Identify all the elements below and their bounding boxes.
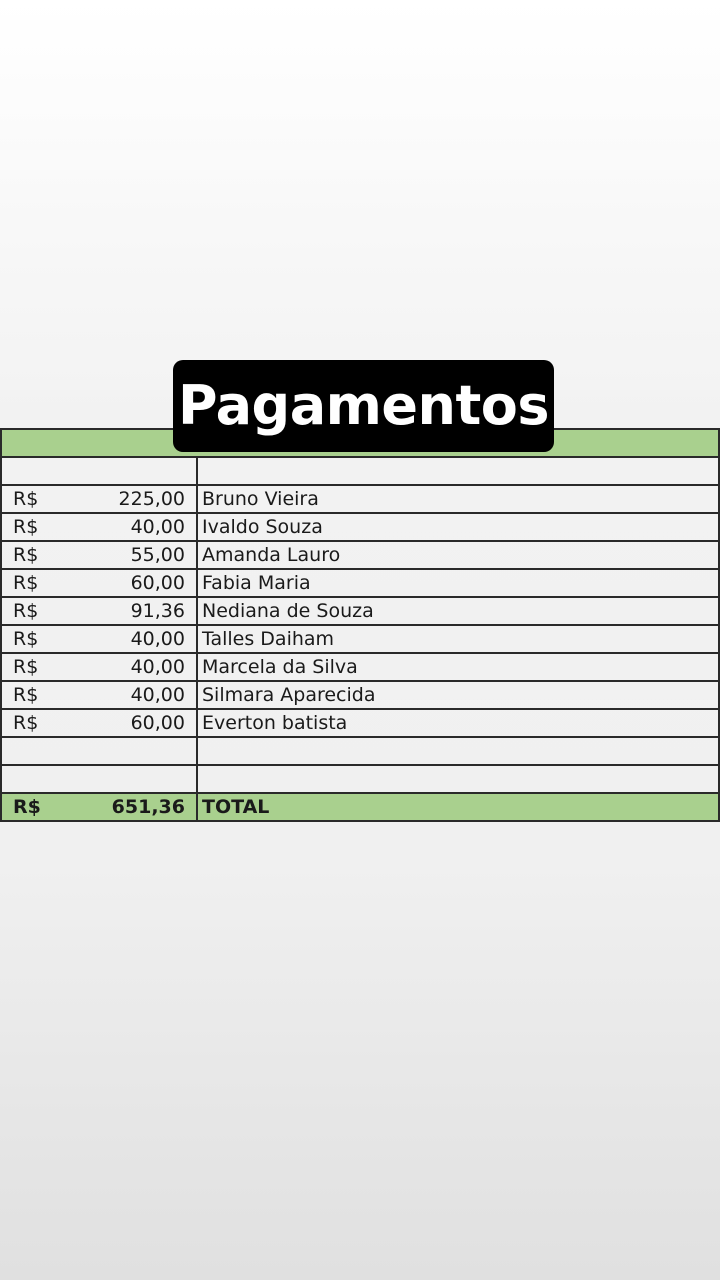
amount-value: 225,00 bbox=[118, 488, 185, 510]
amount-value: 91,36 bbox=[130, 600, 185, 622]
name-cell[interactable]: Ivaldo Souza bbox=[197, 513, 719, 541]
name-cell[interactable]: Everton batista bbox=[197, 709, 719, 737]
blank-row bbox=[1, 457, 719, 485]
currency-label: R$ bbox=[13, 544, 39, 566]
blank-cell[interactable] bbox=[1, 457, 197, 485]
blank-cell[interactable] bbox=[1, 765, 197, 793]
total-row bbox=[1, 793, 719, 821]
name-cell[interactable]: Fabia Maria bbox=[197, 569, 719, 597]
amount-cell[interactable] bbox=[1, 625, 197, 653]
currency-label: R$ bbox=[13, 516, 39, 538]
currency-label: R$ bbox=[13, 488, 39, 510]
currency-label: R$ bbox=[13, 656, 39, 678]
amount-value: 40,00 bbox=[130, 628, 185, 650]
table-row bbox=[1, 569, 719, 597]
currency-label: R$ bbox=[13, 628, 39, 650]
table-row bbox=[1, 681, 719, 709]
amount-cell[interactable] bbox=[1, 709, 197, 737]
currency-label: R$ bbox=[13, 600, 39, 622]
amount-cell[interactable] bbox=[1, 681, 197, 709]
amount-value: 60,00 bbox=[130, 712, 185, 734]
amount-value: 40,00 bbox=[130, 516, 185, 538]
table-row bbox=[1, 597, 719, 625]
blank-cell[interactable] bbox=[1, 737, 197, 765]
name-cell[interactable]: Talles Daiham bbox=[197, 625, 719, 653]
name-cell[interactable]: Amanda Lauro bbox=[197, 541, 719, 569]
total-label[interactable]: TOTAL bbox=[197, 793, 719, 821]
table-row bbox=[1, 513, 719, 541]
name-cell[interactable]: Nediana de Souza bbox=[197, 597, 719, 625]
amount-value: 60,00 bbox=[130, 572, 185, 594]
amount-cell[interactable] bbox=[1, 597, 197, 625]
amount-cell[interactable] bbox=[1, 513, 197, 541]
amount-cell[interactable] bbox=[1, 653, 197, 681]
currency-label: R$ bbox=[13, 712, 39, 734]
blank-cell[interactable] bbox=[197, 457, 719, 485]
total-amount-value: 651,36 bbox=[111, 796, 185, 818]
name-cell[interactable]: Bruno Vieira bbox=[197, 485, 719, 513]
amount-value: 40,00 bbox=[130, 656, 185, 678]
blank-row bbox=[1, 765, 719, 793]
total-amount-cell[interactable] bbox=[1, 793, 197, 821]
table-row bbox=[1, 485, 719, 513]
title-banner: Pagamentos bbox=[173, 360, 554, 452]
currency-label: R$ bbox=[13, 684, 39, 706]
total-currency-label: R$ bbox=[13, 796, 41, 818]
amount-cell[interactable] bbox=[1, 569, 197, 597]
blank-cell[interactable] bbox=[197, 765, 719, 793]
table-row bbox=[1, 709, 719, 737]
table-row bbox=[1, 541, 719, 569]
table-row bbox=[1, 625, 719, 653]
currency-label: R$ bbox=[13, 572, 39, 594]
name-cell[interactable]: Silmara Aparecida bbox=[197, 681, 719, 709]
name-cell[interactable]: Marcela da Silva bbox=[197, 653, 719, 681]
table-row bbox=[1, 653, 719, 681]
amount-cell[interactable] bbox=[1, 541, 197, 569]
payments-sheet bbox=[0, 428, 720, 822]
blank-row bbox=[1, 737, 719, 765]
amount-value: 40,00 bbox=[130, 684, 185, 706]
blank-cell[interactable] bbox=[197, 737, 719, 765]
amount-value: 55,00 bbox=[130, 544, 185, 566]
amount-cell[interactable] bbox=[1, 485, 197, 513]
